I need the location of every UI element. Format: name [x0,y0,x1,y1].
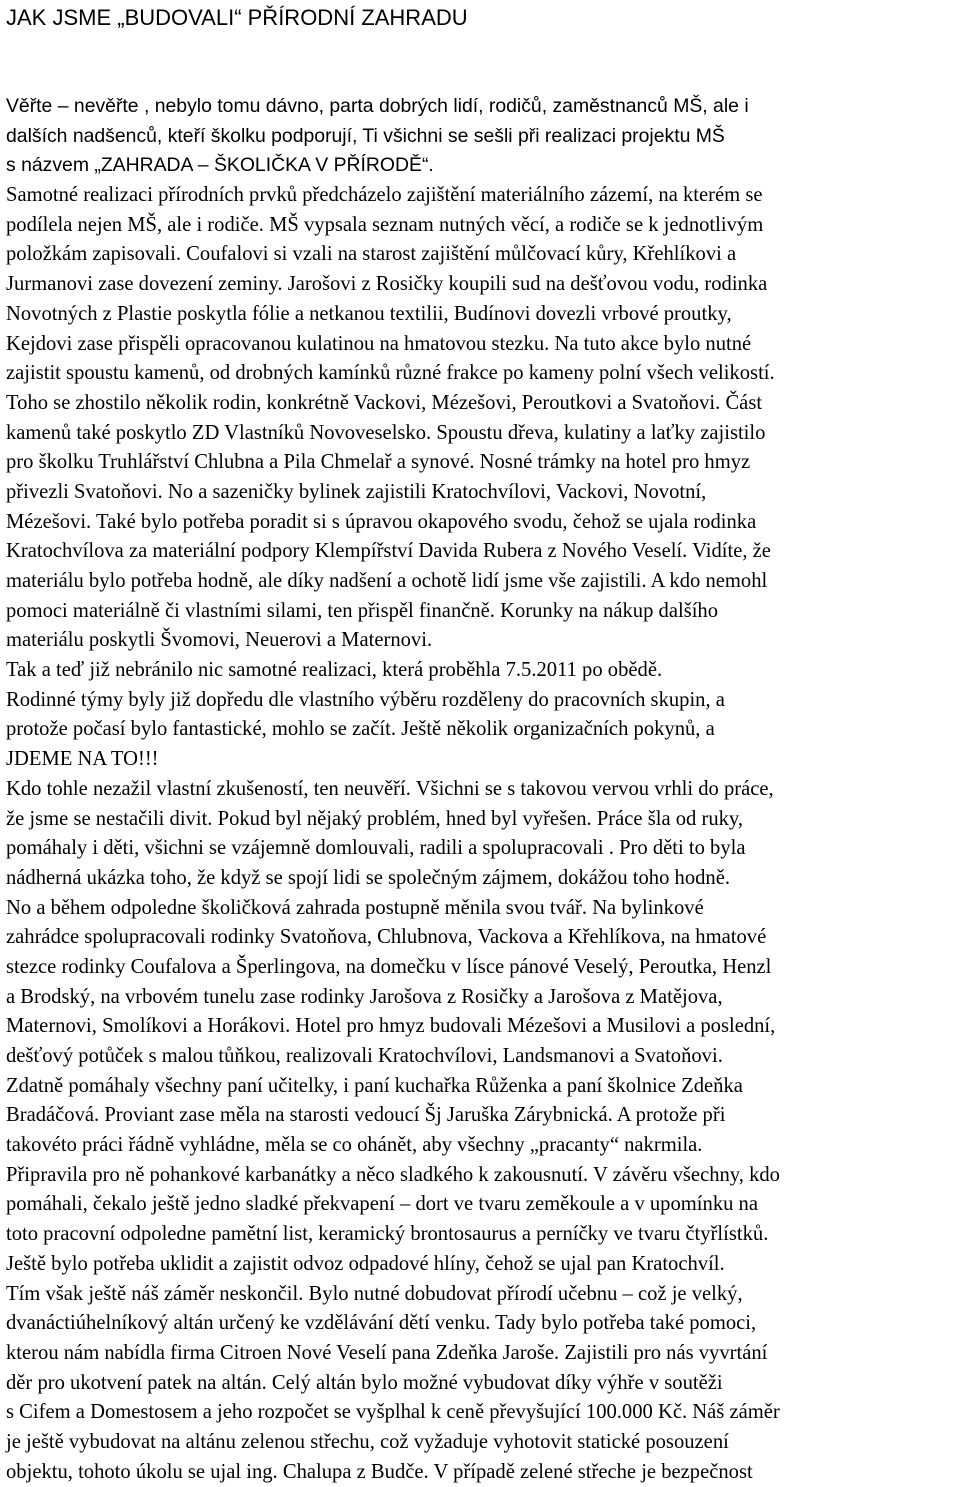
text-line [6,864,956,894]
text-segment: stezce rodinky Coufalova a Šperlingova, na domečku v lísce pánové Veselý, Peroutka, Henzl [6,955,772,978]
text-line [6,448,956,478]
text-segment: Maternovi, Smolíkovi a Horákovi. [6,1015,296,1038]
text-segment: No a během odpoledne školičková zahrada postupně měnila svou tvář. [6,896,593,919]
text-segment: s Cifem a Domestosem a jeho rozpočet se vyšplhal k ceně převyšující 100.000 Kč. [6,1401,693,1424]
text-line [6,1131,956,1161]
text-segment: No a sazeničky bylinek zajistili Kratochvílovi, Vackovi, Novotní, [167,480,707,503]
text-segment: A kdo nemohl [650,570,768,592]
text-segment: Tady bylo potřeba také pomoci, [495,1312,757,1335]
text-line [6,686,956,716]
text-segment: Kejdovi zase přispěli opracovanou kulatinou na hmatovou stezku. [6,332,555,355]
text-segment: materiálu poskytli Švomovi, Neuerovi a Maternovi. [6,629,433,652]
text-line [6,508,956,538]
text-line [6,300,956,330]
text-line [6,1012,956,1042]
document-title: JAK JSME „BUDOVALI“ PŘÍRODNÍ ZAHRADU [6,5,468,30]
text-segment: pomoci materiálně či vlastními silami, ten přispěl finančně. [6,599,501,622]
text-segment: Tím však ještě náš záměr neskončil. [6,1282,309,1305]
text-line [6,1309,956,1339]
text-segment: A protože při [616,1104,726,1127]
text-segment: materiálu bylo potřeba hodně, ale díky nadšení a ochotě lidí jsme vše zajistili. [6,570,651,592]
text-segment: Jarošovi z Rosičky koupili sud na dešťovou vodu, rodinka [287,273,768,296]
text-segment: že jsme se nestačili divit. [6,807,218,830]
text-line [6,1161,956,1191]
text-line [6,567,956,597]
text-segment: Kratochvílova za materiální podpory Klempířství Davida Rubera z Nového Veselí. [6,540,693,563]
text-segment: zahrádce spolupracovali rodinky Svatoňova, Chlubnova, Vackova a Křehlíkova, na hmatové [6,926,767,949]
text-line [6,626,956,656]
text-segment: Kdo tohle nezažil vlastní zkušeností, ten neuvěří. [6,777,416,800]
text-line [6,330,956,360]
text-segment: Zajistili pro nás vyvrtání [564,1341,768,1364]
text-segment: dalších nadšenců, kteří školku podporují, Ti všichni se sešli při realizaci projektu MŠ [6,124,725,147]
text-segment: V případě zelené střeche je bezpečnost [433,1460,753,1483]
text-segment: je ještě vybudovat na altánu zelenou střechu, což vyžaduje vyhotovit statické posouzení [6,1430,729,1453]
text-segment: Tak a teď již nebránilo nic samotné realizaci, která proběhla 7.5.2011 po obědě. [6,659,663,682]
text-line [6,240,956,270]
text-segment: Ještě několik organizačních pokynů, a [401,718,715,741]
text-line [6,715,956,745]
text-segment: objektu, tohoto úkolu se ujal ing. Chalupa z Budče. [6,1460,434,1483]
text-segment: Bradáčová. [6,1104,105,1127]
text-segment: Korunky na nákup dalšího [500,599,719,622]
text-line [6,181,956,211]
text-segment: Coufalovi si vzali na starost zajištění můlčovací kůry, Křehlíkovi a [186,243,737,266]
text-segment: Část [725,391,763,414]
text-segment: Proviant zase měla na starosti vedoucí Šj Jaruška Zárybnická. [104,1104,617,1127]
text-segment: kamenů také poskytlo ZD Vlastníků Novoveselsko. [6,421,437,444]
text-segment: pro školku Truhlářství Chlubna a Pila Chmelař a synové. [6,451,480,474]
text-segment: Rodinné týmy byly již dopředu dle vlastního výběru rozděleny do pracovních skupin, a [6,688,725,711]
text-line [6,1190,956,1220]
text-line [6,1339,956,1369]
text-segment: takovéto práci řádně vyhládne, měla se co ohánět, aby všechny „pracanty“ nakrmila. [6,1134,703,1157]
text-line [6,419,956,449]
text-segment: Na tuto akce bylo nutné [554,332,752,355]
text-line [6,537,956,567]
text-segment: a Brodský, na vrbovém tunelu zase rodinky Jarošova z Rosičky a Jarošova z Matějova, [6,985,723,1008]
text-segment: Na bylinkové [592,896,704,919]
text-segment: pomáhaly i děti, všichni se vzájemně domlouvali, radili a spolupracovali . [6,837,620,860]
text-line [6,1250,956,1280]
text-segment: MŠ vypsala seznam nutných věcí, a rodiče se k jednotlivým [269,213,764,236]
text-segment: pomáhali, čekalo ještě jedno sladké překvapení – dort ve tvaru zeměkoule a v upomínku na [6,1193,758,1216]
text-segment: dvanáctiúhelníkový altán určený ke vzdělávání dětí venku. [6,1312,496,1335]
text-line [6,211,956,241]
text-segment: Spoustu dřeva, kulatiny a laťky zajistilo [436,421,766,444]
text-segment: zajistit spoustu kamenů, od drobných kamínků různé frakce po kameny polní všech velikostí. [6,362,775,385]
text-line [6,597,956,627]
text-line [6,389,956,419]
text-segment: Novotných z Plastie poskytla fólie a netkanou textilii, Budínovi dovezli vrbové proutky, [6,302,732,325]
text-segment: s názvem „ZAHRADA – ŠKOLIČKA V PŘÍRODĚ“. [6,154,434,177]
text-line [6,1428,956,1458]
text-segment: Všichni se s takovou vervou vrhli do práce, [415,777,774,800]
text-line [6,151,956,181]
text-segment: Pokud byl nějaký problém, hned byl vyřešen. [217,807,597,830]
text-line [6,775,956,805]
text-segment: Nosné trámky na hotel pro hmyz [479,451,751,474]
text-line [6,1220,956,1250]
text-line [6,359,956,389]
text-segment: Práce šla od ruky, [596,807,744,830]
text-segment: Věřte – nevěřte , nebylo tomu dávno, parta dobrých lidí, rodičů, zaměstnanců MŠ, ale i [6,95,749,117]
text-line [6,1042,956,1072]
text-segment: Náš záměr [692,1401,780,1424]
text-segment: Hotel pro hmyz budovali Mézešovi a Musilovi a poslední, [295,1015,776,1038]
text-segment: přivezli Svatoňovi. [6,480,168,503]
text-line [6,1398,956,1428]
text-line [6,1369,956,1399]
text-segment: Jurmanovi zase dovezení zeminy. [6,273,288,296]
text-segment: dešťový potůček s malou tůňkou, realizovali Kratochvílovi, Landsmanovi a Svatoňovi. [6,1045,723,1067]
text-line [6,122,956,152]
text-line [6,92,956,122]
text-line [6,270,956,300]
text-segment: V závěru všechny, kdo [592,1163,780,1186]
text-segment: Také bylo potřeba poradit si s úpravou okapového svodu, čehož se ujala rodinka [96,510,757,533]
text-segment: nádherná ukázka toho, že když se spojí lidi se společným zájmem, dokážou toho hodně. [6,866,731,889]
text-segment: Toho se zhostilo několik rodin, konkrétně Vackovi, Mézešovi, Peroutkovi a Svatoňovi. [6,391,726,414]
text-segment: protože počasí bylo fantastické, mohlo se začít. [6,718,402,741]
text-segment: Připravila pro ně pohankové karbanátky a něco sladkého k zakousnutí. [6,1163,593,1186]
text-line [6,805,956,835]
text-segment: Pro děti to byla [619,837,746,860]
text-line [6,478,956,508]
text-line [6,745,956,775]
text-line [6,1280,956,1310]
text-segment: děr pro ukotvení patek na altán. [6,1371,272,1394]
text-segment: JDEME NA TO!!! [6,748,159,771]
text-line [6,953,956,983]
text-line [6,923,956,953]
text-segment: Samotné realizaci přírodních prvků předcházelo zajištění materiálního zázemí, na kterém se [6,184,763,207]
text-segment: Zdatně pomáhaly všechny paní učitelky, i paní kuchařka Růženka a paní školnice Zdeňka [6,1074,743,1097]
text-line [6,834,956,864]
text-segment: kterou nám nabídla firma Citroen Nové Veselí pana Zdeňka Jaroše. [6,1341,565,1364]
text-segment: položkám zapisovali. [6,243,187,266]
text-segment: Ještě bylo potřeba uklidit a zajistit odvoz odpadové hlíny, čehož se ujal pan Kratochvíl. [6,1252,725,1275]
text-line [6,1458,956,1487]
text-line [6,1101,956,1131]
text-segment: Vidíte, že [692,540,771,563]
text-segment: toto pracovní odpoledne pamětní list, keramický brontosaurus a perníčky ve tvaru čtyřlístků. [6,1223,769,1246]
text-segment: Celý altán bylo možné vybudovat díky výhře v soutěži [271,1371,723,1394]
text-segment: Bylo nutné dobudovat přírodí učebnu – což je velký, [308,1282,743,1305]
text-line [6,656,956,686]
text-segment: Mézešovi. [6,510,96,533]
text-line [6,983,956,1013]
article-body [6,92,956,1487]
text-segment: podílela nejen MŠ, ale i rodiče. [6,213,270,236]
text-line [6,1072,956,1102]
text-line [6,894,956,924]
